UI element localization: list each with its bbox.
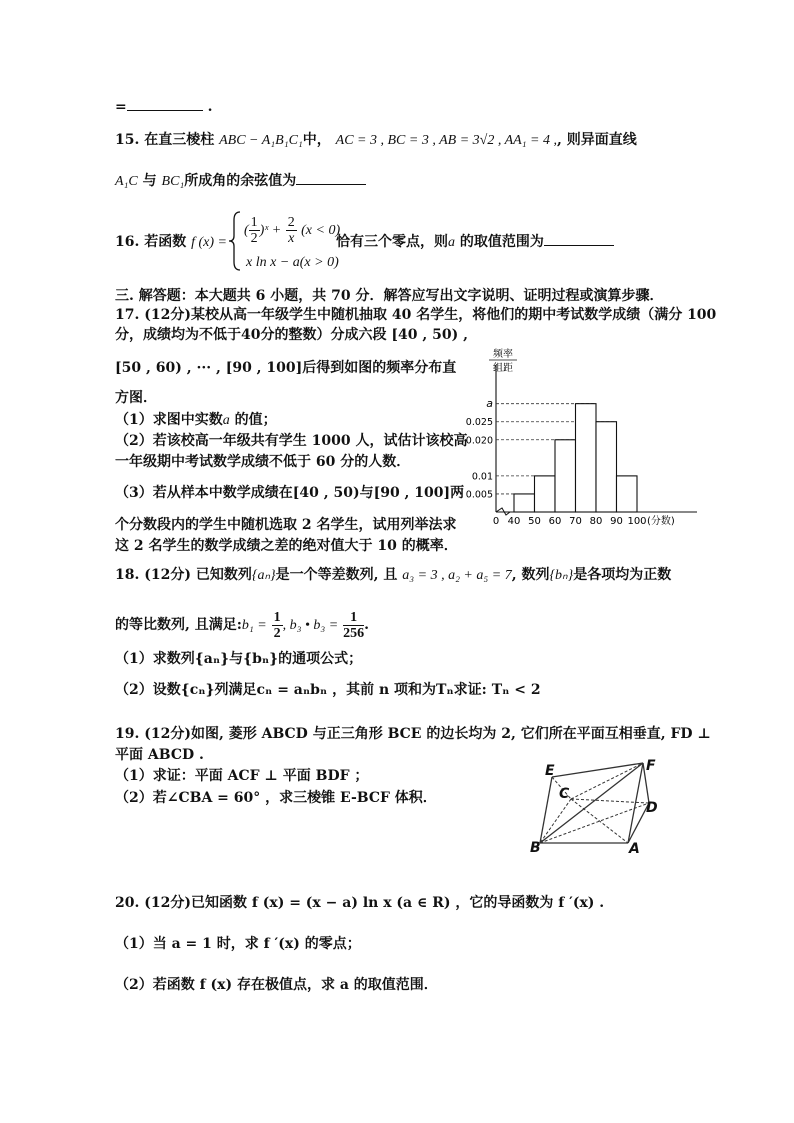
- q19-line1: 19. (12分)如图, 菱形 ABCD 与正三角形 BCE 的边长均为 2, 它们所在平面互相垂直, FD ⊥: [115, 726, 711, 742]
- q15-line-a1c: A₁C: [115, 174, 138, 189]
- y-label-top: 频率: [493, 349, 513, 360]
- numerator: 1: [273, 609, 281, 625]
- edge-EB: [540, 777, 552, 843]
- vertex-label-F: F: [646, 758, 656, 774]
- q15-question: , 则异面直线: [557, 132, 637, 148]
- vertex-label-D: D: [646, 800, 658, 816]
- q18-line2: [115, 607, 369, 644]
- q16-text2: 恰有三个零点，则: [336, 234, 448, 250]
- q17-part1: [115, 411, 277, 430]
- var-a: a: [448, 235, 455, 250]
- x-axis-label: (分数): [647, 516, 675, 527]
- b1-label: b₁ =: [241, 618, 267, 633]
- answer-blank: [296, 172, 366, 185]
- q19-part1: （1）求证：平面 ACF ⊥ 平面 BDF ；: [115, 768, 369, 784]
- q18-text3: , 数列: [511, 567, 550, 583]
- vertex-label-A: A: [629, 841, 640, 857]
- q16-text: 16. 若函数: [115, 234, 187, 250]
- answer-blank: [127, 98, 203, 111]
- q15-prism: ABC − A₁B₁C₁: [219, 133, 303, 148]
- section-heading: 三. 解答题：本大题共 6 小题，共 70 分．解答应写出文字说明、证明过程或演算步骤．: [115, 288, 664, 304]
- condition: (x < 0): [301, 223, 341, 238]
- geometry-figure: [525, 755, 675, 860]
- b3-product: , b₃ • b₃ =: [282, 618, 339, 633]
- paren: (: [244, 223, 249, 238]
- q15-ask: 所成角的余弦值为: [184, 173, 297, 189]
- edge-BD: [540, 803, 649, 843]
- q16-function-name: f (x) =: [191, 235, 227, 250]
- q16-text3: 的取值范围为: [459, 234, 544, 250]
- histogram-x-ticks: [508, 516, 647, 527]
- seq-b: {bₙ}: [549, 568, 574, 583]
- edge-CA: [571, 799, 628, 843]
- period: .: [364, 617, 369, 633]
- q17-part3-line1: （3）若从样本中数学成绩在[40 , 50)与[90 , 100]两: [115, 485, 465, 501]
- denominator: 2: [250, 230, 258, 246]
- q18-line1: [115, 566, 671, 585]
- q16-piece-1: [244, 212, 340, 249]
- q17-line2: 分，成绩均为不低于40分的整数）分成六段 [40 , 50) ,: [115, 327, 468, 343]
- q18-condition: a₃ = 3 , a₂ + a₅ = 7: [402, 568, 512, 583]
- q17-part2-line1: （2）若该校高一年级共有学生 1000 人，试估计该校高: [115, 433, 468, 449]
- q19-line2: 平面 ABCD .: [115, 747, 204, 763]
- origin-label: 0: [492, 516, 500, 527]
- q18-text: 18. (12分) 已知数列: [115, 567, 252, 583]
- denominator: 256: [343, 625, 365, 641]
- numerator: 1: [343, 610, 364, 626]
- vertex-label-B: B: [530, 840, 541, 856]
- y-tick-label: 0.01: [471, 471, 493, 483]
- y-tick-label: 0.020: [465, 435, 493, 447]
- q17-part1-text: （1）求图中实数: [115, 412, 223, 428]
- frequency-histogram: [465, 345, 705, 535]
- q17-line3: [50 , 60) , ··· , [90 , 100]后得到如图的频率分布直: [115, 360, 457, 376]
- numerator: 1: [250, 214, 258, 230]
- fraction-2-over-x: [286, 215, 297, 246]
- histogram-y-ticks: [466, 397, 493, 500]
- q17-line1: 17. (12分)某校从高一年级学生中随机抽取 40 名学生，将他们的期中考试数学成绩（满分 100: [115, 307, 717, 323]
- vertex-label-C: C: [559, 786, 570, 802]
- q17-part3-line3: 这 2 名学生的数学成绩之差的绝对值大于 10 的概率．: [115, 538, 458, 554]
- edge-CD: [571, 799, 649, 803]
- histogram-bar: [535, 476, 556, 512]
- q15-and: 与: [142, 173, 157, 189]
- q16-piece-2: x ln x − a(x > 0): [246, 255, 339, 270]
- y-tick-label: 0.025: [465, 417, 493, 429]
- fraction-1-256: [343, 610, 364, 641]
- fraction-half: [272, 610, 283, 641]
- answer-blank: [544, 233, 614, 246]
- q20-part2: （2）若函数 f (x) 存在极值点，求 a 的取值范围．: [115, 977, 438, 993]
- histogram-bars: [514, 404, 637, 512]
- x-tick-label: 50: [528, 516, 541, 527]
- y-label-bottom: 组距: [493, 363, 513, 374]
- denominator: 2: [273, 625, 281, 641]
- q19-part2: （2）若∠CBA = 60° ，求三棱锥 E-BCF 体积．: [115, 790, 437, 806]
- seq-a: {aₙ}: [251, 568, 276, 583]
- exponent: )ˣ +: [259, 223, 282, 238]
- q20-line1: 20. (12分)已知函数 f (x) = (x − a) ln x (a ∈ R) ，它的导函数为 f ′(x) .: [115, 895, 605, 911]
- var-a: a: [222, 413, 230, 428]
- q16-question: [336, 233, 614, 252]
- x-tick-label: 70: [569, 516, 582, 527]
- q15-intro: 15. 在直三棱柱: [115, 132, 215, 148]
- q17-part1-end: 的值；: [234, 412, 277, 428]
- x-tick-label: 40: [507, 516, 521, 527]
- q18-text2: 是一个等差数列, 且: [275, 567, 398, 583]
- q15-line-bc1: BC₁: [161, 174, 185, 189]
- histogram-bar: [617, 476, 638, 512]
- q15-text: 中，: [302, 132, 331, 148]
- q18-text5: 的等比数列, 且满足:: [115, 617, 242, 633]
- y-tick-label: a: [486, 397, 493, 411]
- q15-line2: [115, 172, 366, 191]
- numerator: 2: [287, 214, 295, 230]
- q14-answer-line: = .: [115, 99, 213, 115]
- edge-FA: [628, 763, 643, 843]
- q17-part3-line2: 个分数段内的学生中随机选取 2 名学生，试用列举法求: [115, 517, 457, 533]
- q15-conditions: AC = 3 , BC = 3 , AB = 3√2 , AA₁ = 4 ,: [335, 133, 557, 148]
- x-tick-label: 100: [627, 516, 647, 527]
- histogram-bar: [555, 440, 576, 512]
- q18-part1: （1）求数列{aₙ}与{bₙ}的通项公式；: [115, 651, 363, 667]
- q20-part1: （1）当 a = 1 时，求 f ′(x) 的零点；: [115, 936, 361, 952]
- edge-FB: [540, 763, 643, 843]
- x-tick-label: 80: [589, 516, 603, 527]
- q16-intro: [115, 233, 227, 252]
- histogram-bar: [576, 404, 597, 512]
- q15-line1: [115, 131, 637, 150]
- y-tick-label: 0.005: [465, 489, 493, 501]
- x-tick-label: 60: [548, 516, 562, 527]
- piecewise-brace: [227, 210, 243, 272]
- q17-part2-line2: 一年级期中考试数学成绩不低于 60 分的人数．: [115, 454, 411, 470]
- fraction-half: [249, 215, 260, 246]
- q17-line4: 方图．: [115, 390, 157, 406]
- x-tick-label: 90: [610, 516, 623, 527]
- figure-edges: [540, 763, 649, 843]
- q18-text4: 是各项均为正数: [573, 567, 672, 583]
- histogram-bar: [514, 494, 535, 512]
- histogram-bar: [596, 422, 617, 512]
- q14-equals: =: [115, 99, 127, 115]
- vertex-label-E: E: [545, 763, 555, 779]
- q18-part2: （2）设数{cₙ}列满足cₙ = aₙbₙ ，其前 n 项和为Tₙ求证: Tₙ < 2: [115, 682, 541, 698]
- denominator: x: [288, 230, 295, 246]
